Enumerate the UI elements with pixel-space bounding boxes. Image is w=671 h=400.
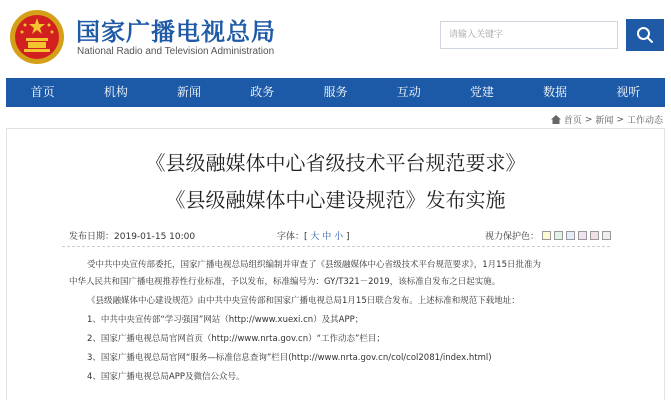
publish-date-label: 发布日期：	[69, 232, 115, 242]
breadcrumb-home[interactable]: 首页	[563, 116, 582, 126]
nav-item-interaction[interactable]: 互动	[396, 85, 421, 99]
nav-item-audiovisual[interactable]: 视听	[616, 85, 641, 99]
nav-item-organization[interactable]: 机构	[103, 85, 128, 99]
breadcrumb-separator: >	[584, 114, 593, 125]
site-subtitle: National Radio and Television Administration	[77, 46, 275, 57]
main-nav	[6, 78, 665, 107]
font-size-large-button[interactable]: 大	[310, 232, 320, 242]
search-icon	[636, 26, 654, 44]
vision-protection-colors	[485, 229, 611, 242]
nav-item-news[interactable]: 新闻	[177, 85, 202, 99]
vision-color-swatch[interactable]	[590, 231, 599, 240]
publish-date-value: 2019-01-15 10:00	[114, 232, 196, 242]
national-emblem-icon[interactable]	[8, 8, 66, 66]
vision-color-swatch[interactable]	[602, 231, 611, 240]
download-item-3: 3、国家广播电视总局官网“服务—标准信息查询”栏目(http://www.nrta.gov.cn/col/col2081/index.html)	[87, 353, 492, 363]
font-size-bracket-close: ]	[343, 232, 350, 242]
paragraph-1-line-1: 受中共中央宣传部委托，国家广播电视总局组织编制并审查了《县级融媒体中心省级技术平台规范要求》，1月15日批准为	[87, 260, 541, 270]
vision-color-swatch[interactable]	[554, 231, 563, 240]
site-title[interactable]: 国家广播电视总局	[76, 18, 276, 46]
publish-date	[69, 229, 195, 242]
breadcrumb-current[interactable]: 工作动态	[626, 116, 663, 126]
paragraph-2: 《县级融媒体中心建设规范》由中共中央宣传部和国家广播电视总局1月15日联合发布。上述标准和规范下载地址：	[87, 296, 520, 306]
nav-item-services[interactable]: 服务	[323, 85, 348, 99]
nav-item-data[interactable]: 数据	[543, 85, 568, 99]
vision-color-swatch[interactable]	[566, 231, 575, 240]
vision-color-swatch[interactable]	[578, 231, 587, 240]
search-input[interactable]	[440, 21, 618, 49]
nav-item-home[interactable]: 首页	[30, 85, 55, 99]
breadcrumb	[551, 113, 663, 126]
vision-color-swatch[interactable]	[542, 231, 551, 240]
download-item-2: 2、国家广播电视总局官网首页（http://www.nrta.gov.cn）“工作动态”栏目；	[87, 334, 385, 344]
font-size-medium-button[interactable]: 中	[322, 232, 332, 242]
meta-divider	[62, 246, 610, 247]
search-button[interactable]	[626, 19, 664, 51]
nav-item-government-affairs[interactable]: 政务	[250, 85, 275, 99]
article-title-line1: 《县级融媒体中心省级技术平台规范要求》	[145, 151, 526, 175]
download-item-1: 1、中共中央宣传部“学习强国”网站（http://www.xuexi.cn）及其APP；	[87, 315, 364, 325]
font-size-label: 字体：	[277, 232, 305, 242]
home-icon	[551, 115, 561, 124]
vision-protection-label: 视力保护色：	[485, 232, 540, 242]
breadcrumb-separator: >	[616, 114, 624, 125]
site-header	[0, 0, 671, 78]
download-item-4: 4、国家广播电视总局APP及微信公众号。	[87, 372, 245, 382]
article-title-line2: 《县级融媒体中心建设规范》发布实施	[165, 188, 506, 212]
font-size-small-button[interactable]: 小	[334, 232, 344, 242]
font-size-bracket-open: [	[304, 232, 311, 242]
font-size-control	[277, 229, 350, 242]
nav-item-party-building[interactable]: 党建	[469, 85, 494, 99]
article-container	[6, 128, 665, 400]
paragraph-1-line-2: 中华人民共和国广播电视推荐性行业标准，予以发布，标准编号为：GY/T321－2019，该标准自发布之日起实施。	[69, 277, 501, 287]
breadcrumb-news[interactable]: 新闻	[595, 116, 614, 126]
